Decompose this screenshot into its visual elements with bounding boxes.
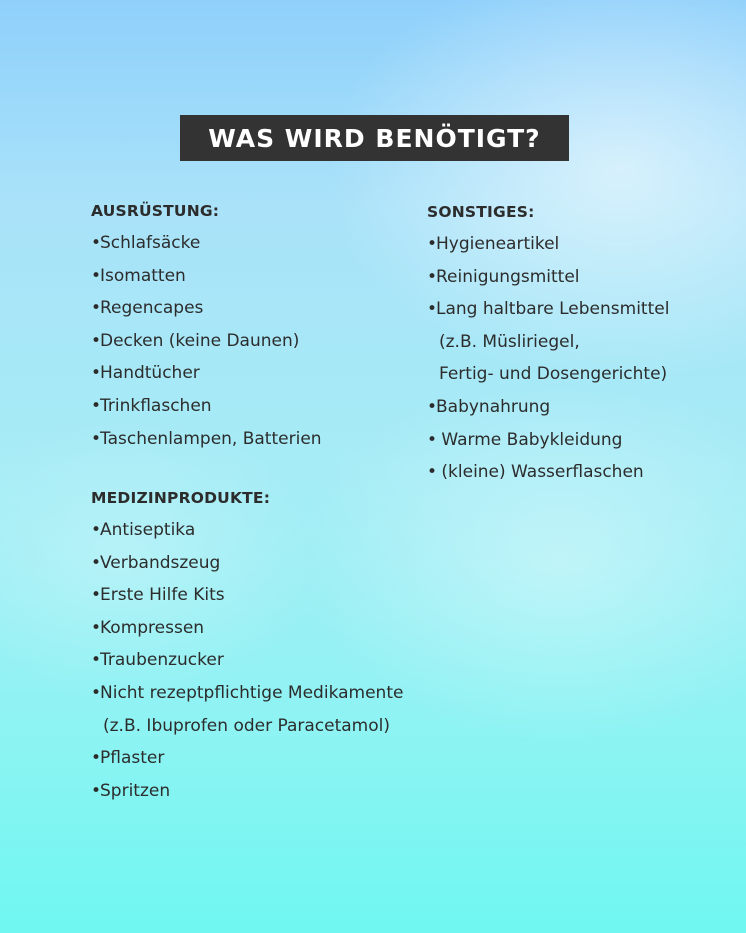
list-item-text: Regencapes: [100, 298, 204, 319]
bullet-icon: •: [91, 650, 102, 671]
page-title: WAS WIRD BENÖTIGT?: [208, 123, 541, 153]
list-item: [91, 579, 403, 612]
list-item-continuation: [427, 326, 669, 359]
bullet-icon: •: [91, 298, 102, 319]
list-item-text: (kleine) Wasserflaschen: [436, 462, 644, 483]
list-item-text: Warme Babykleidung: [436, 429, 623, 450]
bullet-icon: •: [91, 395, 102, 416]
list-item-text: Lang haltbare Lebensmittel: [436, 299, 670, 320]
list-item-text: Handtücher: [100, 363, 200, 384]
list-item-text: (z.B. Ibuprofen oder Paracetamol): [103, 715, 390, 736]
list-item-text: Fertig- und Dosengerichte): [439, 364, 668, 385]
list-item: [427, 261, 669, 294]
bullet-icon: •: [427, 429, 438, 450]
list-item: [427, 456, 669, 489]
bullet-icon: •: [91, 233, 102, 253]
list-item-text: Isomatten: [100, 265, 186, 286]
bullet-icon: •: [91, 428, 102, 449]
list-sonstiges: [427, 228, 669, 489]
bullet-icon: •: [91, 520, 102, 540]
list-item-text: Trinkflaschen: [100, 395, 212, 416]
section-heading-ausruestung: AUSRÜSTUNG:: [91, 202, 220, 220]
list-item-text: Spritzen: [100, 780, 171, 801]
list-item-text: Traubenzucker: [100, 650, 224, 671]
bullet-icon: •: [91, 682, 102, 703]
list-item: [91, 644, 403, 677]
list-item-text: Babynahrung: [436, 396, 551, 417]
list-item-text: Taschenlampen, Batterien: [100, 428, 322, 449]
list-item-text: Hygieneartikel: [436, 234, 560, 254]
bullet-icon: •: [91, 363, 102, 384]
list-item: [91, 260, 322, 293]
list-item-text: Erste Hilfe Kits: [100, 585, 225, 606]
bullet-icon: •: [91, 780, 102, 801]
list-item: [427, 391, 669, 424]
list-item-text: Nicht rezeptpflichtige Medikamente: [100, 682, 404, 703]
list-item: [91, 423, 322, 456]
list-ausruestung: [91, 227, 322, 455]
bullet-icon: •: [91, 552, 102, 573]
bullet-icon: •: [427, 396, 438, 417]
list-item-text: (z.B. Müsliriegel,: [439, 331, 580, 352]
list-item-text: Verbandszeug: [100, 552, 221, 573]
list-item: [91, 742, 403, 775]
bullet-icon: •: [91, 617, 102, 638]
list-item-text: Schlafsäcke: [100, 233, 201, 253]
list-item: [91, 514, 403, 547]
bullet-icon: •: [91, 330, 102, 351]
list-medizinprodukte: [91, 514, 403, 807]
section-medizinprodukte: [91, 482, 403, 807]
list-item-text: Antiseptika: [100, 520, 196, 540]
bullet-icon: •: [91, 585, 102, 606]
list-item-continuation: [427, 358, 669, 391]
bullet-icon: •: [427, 234, 438, 254]
list-item: [427, 293, 669, 326]
section-heading-sonstiges: SONSTIGES:: [427, 203, 535, 221]
list-item: [427, 228, 669, 261]
list-item: [91, 292, 322, 325]
section-sonstiges: [427, 196, 669, 489]
title-banner: [180, 115, 569, 161]
list-item: [91, 357, 322, 390]
bullet-icon: •: [91, 265, 102, 286]
list-item: [427, 424, 669, 457]
list-item-text: Reinigungsmittel: [436, 266, 580, 287]
list-item-text: Decken (keine Daunen): [100, 330, 300, 351]
section-heading-medizinprodukte: MEDIZINPRODUKTE:: [91, 489, 271, 507]
list-item-continuation: [91, 710, 403, 743]
list-item: [91, 775, 403, 808]
list-item-text: Kompressen: [100, 617, 205, 638]
bullet-icon: •: [427, 462, 438, 483]
bullet-icon: •: [91, 748, 102, 769]
section-ausruestung: [91, 195, 322, 455]
list-item: [91, 612, 403, 645]
list-item: [91, 390, 322, 423]
bullet-icon: •: [427, 266, 438, 287]
list-item: [91, 325, 322, 358]
list-item: [91, 227, 322, 260]
list-item-text: Pflaster: [100, 748, 165, 769]
bullet-icon: •: [427, 299, 438, 320]
list-item: [91, 547, 403, 580]
list-item: [91, 677, 403, 710]
